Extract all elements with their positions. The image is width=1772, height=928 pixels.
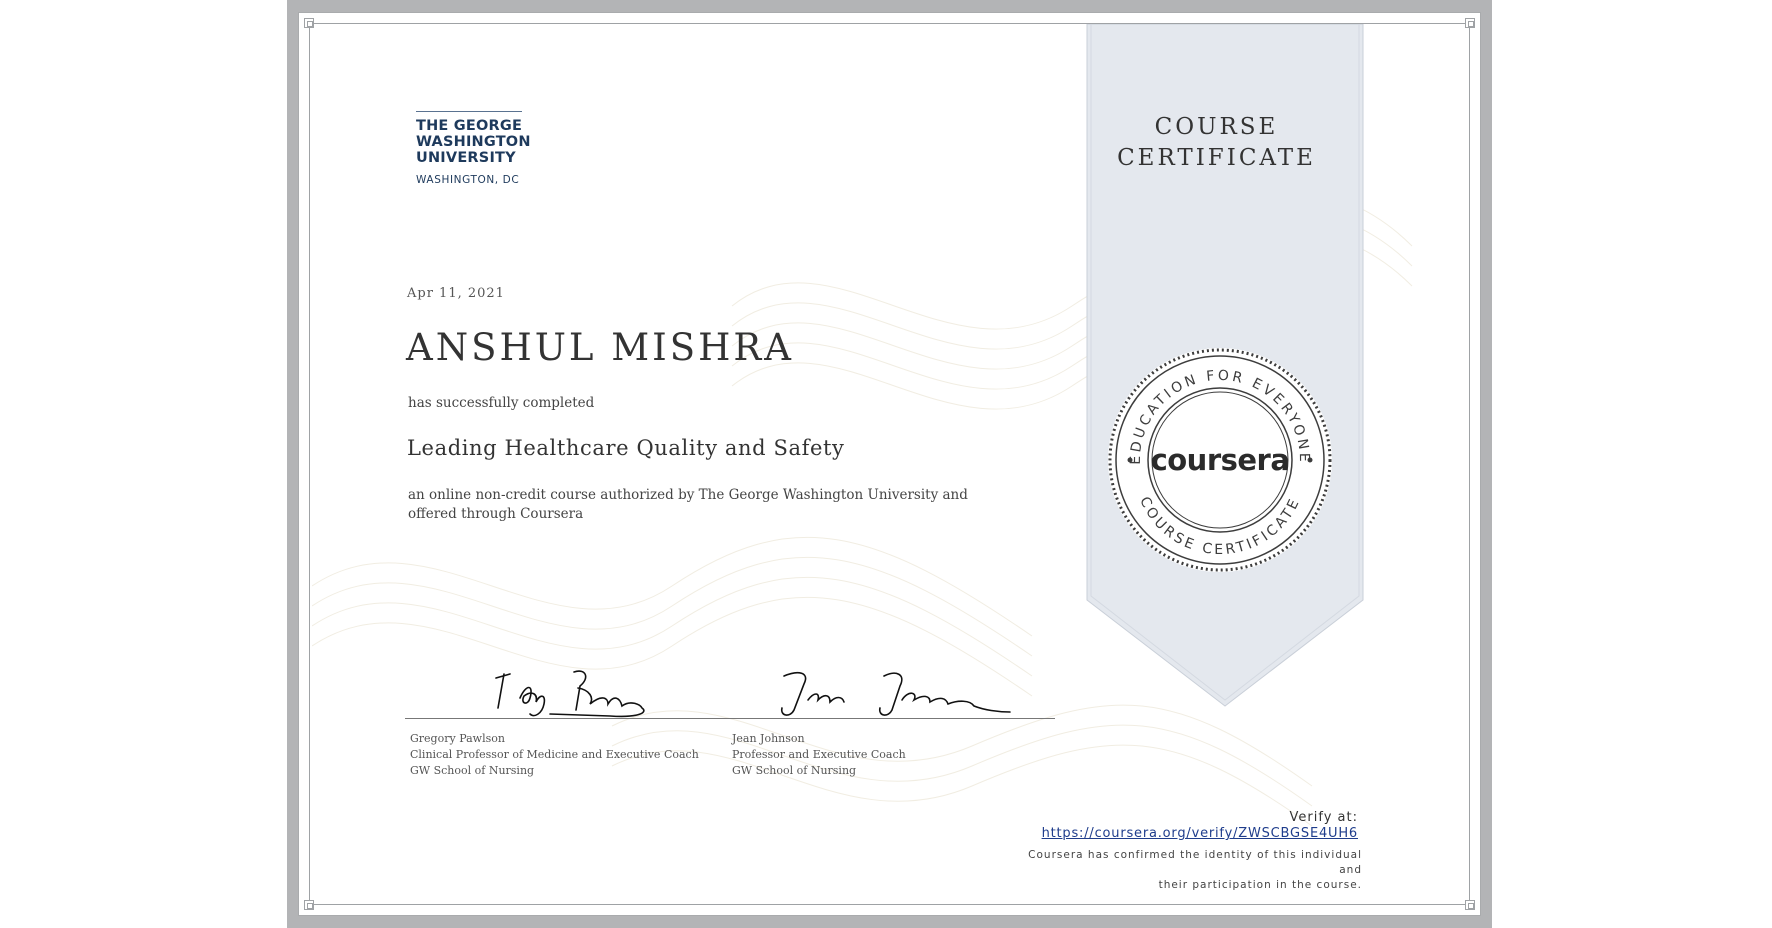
corner-ornament [304, 18, 314, 28]
signer-org: GW School of Nursing [732, 764, 857, 777]
signature-gregory-pawlson [490, 664, 660, 722]
logo-line-1: THE GEORGE [416, 118, 523, 134]
coursera-seal [1106, 346, 1334, 574]
ribbon-title-line-2: CERTIFICATE [1117, 145, 1316, 171]
verify-label: Verify at: [1289, 810, 1358, 825]
corner-ornament [1465, 900, 1475, 910]
verification-block [1042, 810, 1358, 841]
signer-title: Professor and Executive Coach [732, 748, 906, 761]
logo-line-3: UNIVERSITY [416, 150, 516, 166]
logo-line-2: WASHINGTON [416, 134, 531, 150]
coursera-logo: coursera [1150, 443, 1290, 477]
signer-block-1 [410, 731, 699, 779]
course-description: an online non-credit course authorized by The George Washington University and offered through Coursera [408, 487, 968, 522]
signature-line [405, 718, 1055, 719]
recipient-name: ANSHUL MISHRA [406, 326, 794, 369]
signature-jean-johnson [774, 666, 1014, 722]
completed-text: has successfully completed [408, 395, 595, 411]
signer-name: Jean Johnson [732, 732, 805, 745]
course-title: Leading Healthcare Quality and Safety [407, 436, 845, 460]
corner-ornament [304, 900, 314, 910]
signer-org: GW School of Nursing [410, 764, 535, 777]
corner-ornament [1465, 18, 1475, 28]
verification-note [1022, 848, 1362, 893]
seal-bottom-text: COURSE CERTIFICATE [1136, 494, 1304, 558]
logo-rule [416, 111, 522, 112]
verification-note-line-2: their participation in the course. [1158, 879, 1362, 891]
ribbon-title [1085, 112, 1348, 174]
signer-name: Gregory Pawlson [410, 732, 505, 745]
completion-date: Apr 11, 2021 [407, 286, 505, 301]
verify-link[interactable]: https://coursera.org/verify/ZWSCBGSE4UH6 [1041, 826, 1358, 841]
logo-location: WASHINGTON, DC [416, 174, 520, 186]
seal-top-text: EDUCATION FOR EVERYONE [1127, 367, 1313, 465]
ribbon-title-line-1: COURSE [1154, 114, 1279, 140]
verification-note-line-1: Coursera has confirmed the identity of this individual and [1028, 849, 1362, 876]
signer-block-2 [732, 731, 906, 779]
university-logo [416, 111, 531, 186]
signer-title: Clinical Professor of Medicine and Executive Coach [410, 748, 699, 761]
